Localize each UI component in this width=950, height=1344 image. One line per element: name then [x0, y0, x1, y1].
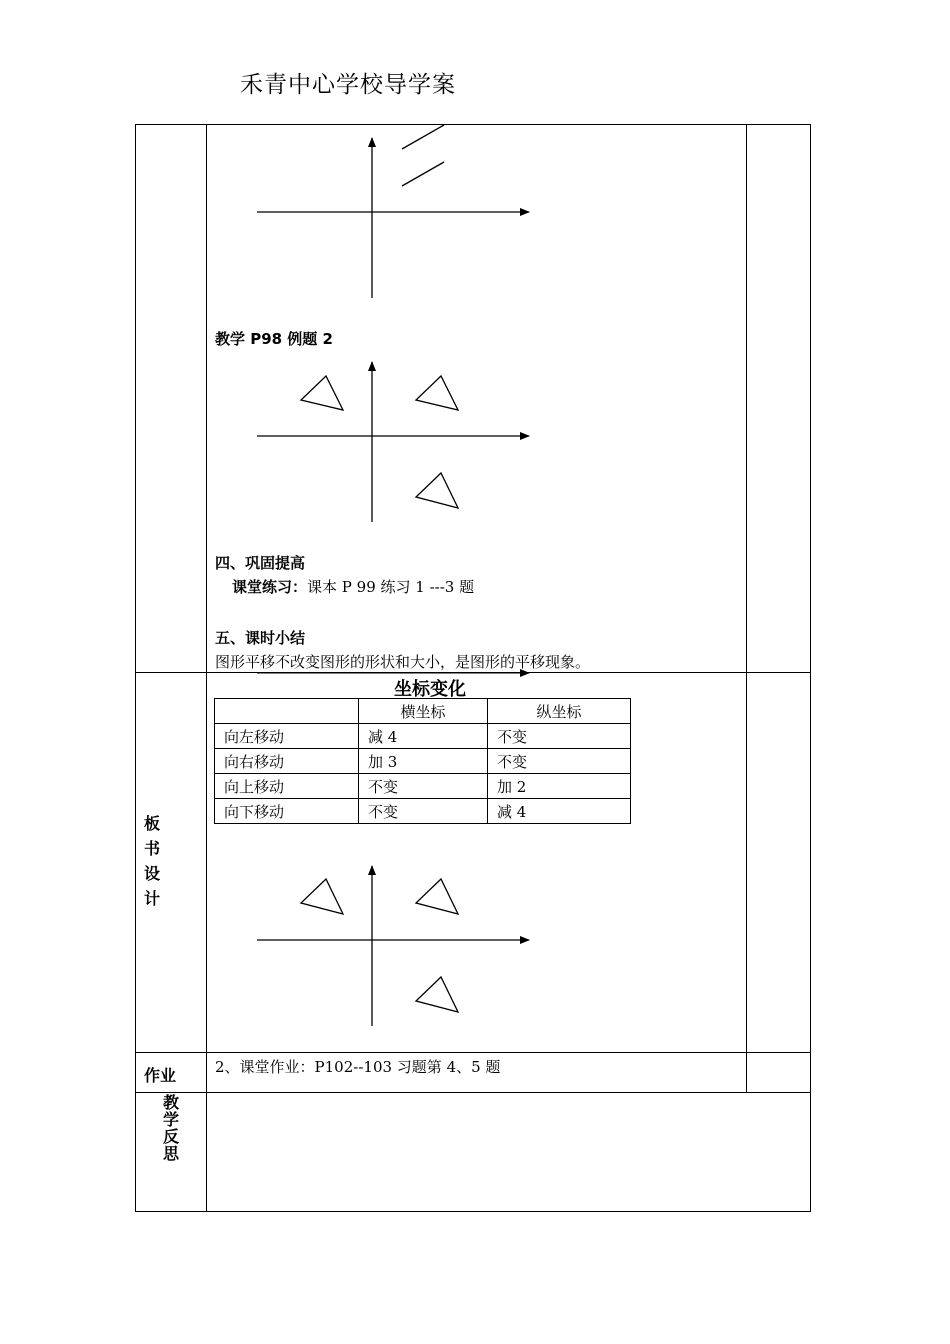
table-cell: 不变: [488, 724, 631, 749]
board-design-label: 板 书 设 计: [143, 814, 160, 908]
table-cell: 向上移动: [215, 774, 359, 799]
triangle-upper-right: [416, 879, 458, 914]
table-cell: 加 3: [359, 749, 488, 774]
triangle-lower-right: [416, 977, 458, 1012]
table-cell: 向右移动: [215, 749, 359, 774]
example-heading: 教学 P98 例题 2: [215, 330, 333, 348]
section4-heading: 四、巩固提高: [215, 554, 306, 572]
table-cell: 不变: [359, 799, 488, 824]
table-cell: 加 2: [488, 774, 631, 799]
page-title: 禾青中心学校导学案: [240, 72, 456, 98]
section5-heading: 五、课时小结: [215, 629, 306, 647]
table-cell: 不变: [488, 749, 631, 774]
homework-text: 2、课堂作业：P102--103 习题第 4、5 题: [215, 1058, 501, 1076]
teaching-reflection-label: 教 学 反 思: [162, 1093, 179, 1163]
exercise-text: 课本 P 99 练习 1 ---3 题: [307, 578, 475, 596]
table-cell: 减 4: [488, 799, 631, 824]
exercise-label: 课堂练习：: [232, 578, 308, 596]
table-cell: 向下移动: [215, 799, 359, 824]
homework-label: 作业: [144, 1066, 177, 1085]
table-header: 纵坐标: [488, 699, 631, 724]
coordinate-change-title: 坐标变化: [394, 679, 466, 700]
table-header: 横坐标: [359, 699, 488, 724]
table-cell: 不变: [359, 774, 488, 799]
summary-text: 图形平移不改变图形的形状和大小，是图形的平移现象。: [215, 653, 591, 671]
table-cell: 减 4: [359, 724, 488, 749]
table-cell: 向左移动: [215, 724, 359, 749]
triangle-left: [301, 879, 343, 914]
axes-3: [257, 866, 529, 1026]
